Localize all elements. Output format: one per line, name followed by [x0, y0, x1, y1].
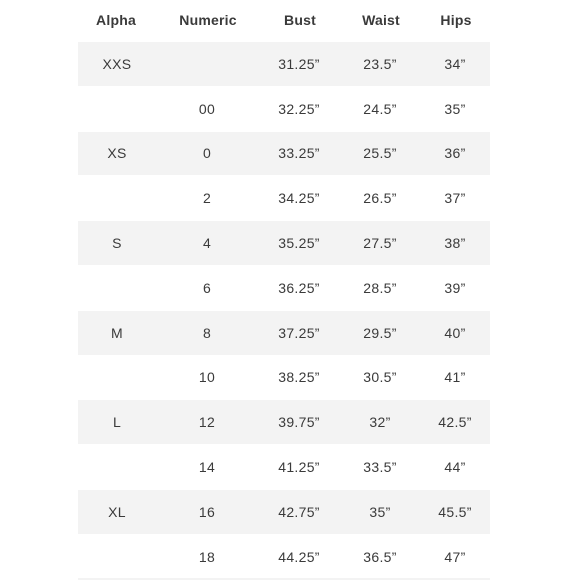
cell-waist: 26.5” — [363, 190, 397, 207]
table-row — [78, 266, 490, 311]
table-body — [78, 42, 490, 580]
cell-alpha: L — [112, 414, 122, 431]
cell-numeric: 00 — [198, 100, 216, 117]
cell-bust: 39.75” — [278, 414, 320, 431]
column-header-bust: Bust — [284, 12, 316, 28]
cell-bust: 33.25” — [278, 145, 320, 162]
cell-waist: 24.5” — [363, 100, 397, 117]
cell-waist: 29.5” — [363, 324, 397, 341]
cell-waist: 33.5” — [363, 459, 397, 476]
cell-waist: 35” — [369, 503, 391, 520]
cell-alpha: XL — [108, 503, 126, 520]
cell-alpha: M — [111, 324, 123, 341]
cell-waist: 27.5” — [363, 235, 397, 252]
table-row — [78, 311, 490, 356]
cell-hips: 44” — [444, 459, 466, 476]
cell-numeric: 16 — [198, 503, 216, 520]
column-header-waist: Waist — [362, 12, 400, 28]
cell-hips: 42.5” — [438, 414, 472, 431]
cell-hips: 39” — [444, 279, 466, 296]
cell-numeric: 18 — [198, 548, 216, 565]
cell-waist: 36.5” — [363, 548, 397, 565]
table-row — [78, 490, 490, 535]
cell-hips: 45.5” — [438, 503, 472, 520]
column-header-numeric: Numeric — [179, 12, 237, 28]
cell-hips: 38” — [444, 235, 466, 252]
table-row — [78, 535, 490, 580]
cell-waist: 25.5” — [363, 145, 397, 162]
table-row — [78, 356, 490, 401]
cell-numeric: 2 — [202, 190, 212, 207]
cell-hips: 47” — [444, 548, 466, 565]
cell-alpha: S — [112, 235, 122, 252]
column-header-hips: Hips — [440, 12, 472, 28]
cell-bust: 44.25” — [278, 548, 320, 565]
column-header-alpha: Alpha — [96, 12, 136, 28]
cell-hips: 36” — [444, 145, 466, 162]
cell-alpha: XS — [107, 145, 127, 162]
cell-numeric: 6 — [202, 279, 212, 296]
cell-waist: 30.5” — [363, 369, 397, 386]
cell-waist: 23.5” — [363, 55, 397, 72]
cell-alpha: XXS — [102, 55, 132, 72]
cell-bust: 42.75” — [278, 503, 320, 520]
cell-numeric: 14 — [198, 459, 216, 476]
cell-bust: 31.25” — [278, 55, 320, 72]
cell-numeric: 12 — [198, 414, 216, 431]
cell-hips: 35” — [444, 100, 466, 117]
cell-bust: 36.25” — [278, 279, 320, 296]
table-row — [78, 42, 490, 87]
cell-hips: 34” — [444, 55, 466, 72]
cell-bust: 32.25” — [278, 100, 320, 117]
cell-numeric: 10 — [198, 369, 216, 386]
table-row — [78, 132, 490, 177]
table-row — [78, 400, 490, 445]
cell-hips: 41” — [444, 369, 466, 386]
cell-hips: 40” — [444, 324, 466, 341]
table-header-row — [75, 0, 491, 40]
table-row — [78, 221, 490, 266]
cell-waist: 28.5” — [363, 279, 397, 296]
cell-waist: 32” — [369, 414, 391, 431]
cell-bust: 38.25” — [278, 369, 320, 386]
table-row — [78, 445, 490, 490]
table-row — [78, 87, 490, 132]
cell-numeric: 8 — [202, 324, 212, 341]
cell-numeric: 4 — [202, 235, 212, 252]
cell-bust: 34.25” — [278, 190, 320, 207]
cell-numeric: 0 — [202, 145, 212, 162]
table-row — [78, 176, 490, 221]
cell-bust: 41.25” — [278, 459, 320, 476]
cell-bust: 37.25” — [278, 324, 320, 341]
cell-hips: 37” — [444, 190, 466, 207]
cell-bust: 35.25” — [278, 235, 320, 252]
